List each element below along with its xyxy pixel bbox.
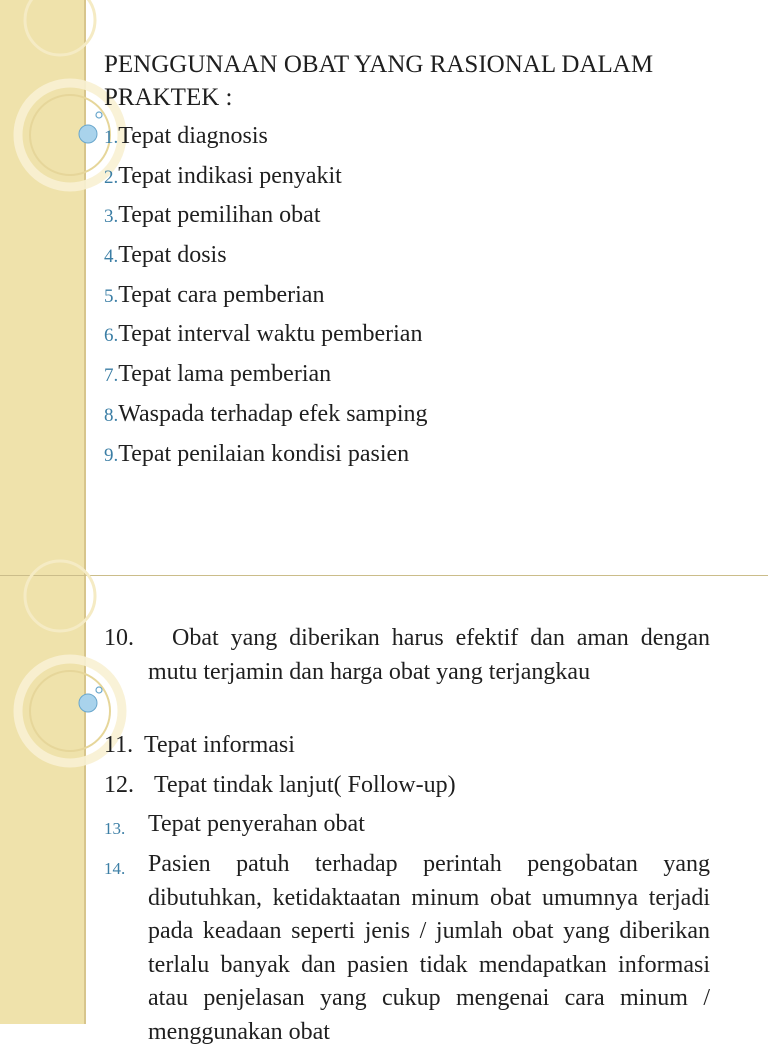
item-number: 9.	[104, 444, 119, 466]
list-item	[104, 279, 428, 319]
item-number: 13.	[104, 819, 126, 838]
item-number: 4.	[104, 246, 119, 268]
item-number: 10.	[104, 625, 134, 651]
item-text: Tepat cara pemberian	[118, 281, 325, 308]
item-text: Tepat dosis	[118, 242, 227, 269]
item-text: Tepat tindak lanjut( Follow-up)	[154, 772, 456, 798]
list-item	[104, 318, 428, 358]
bullet-dot-icon	[78, 682, 104, 722]
item-number: 11.	[104, 732, 134, 758]
decorative-side-band	[0, 0, 86, 576]
item-number: 14.	[104, 859, 126, 878]
item-text: Tepat lama pemberian	[118, 361, 332, 388]
item-text: Tepat penyerahan obat	[148, 811, 365, 837]
slide-title: PENGGUNAAN OBAT YANG RASIONAL DALAM PRAKTEK :	[104, 51, 654, 111]
list-item	[104, 239, 428, 279]
item-text: Pasien patuh terhadap perintah pengobatan yang dibutuhkan, ketidaktaatan minum obat umumnya terjadi pada keadaan seperti jenis / jumlah obat yang diberikan terlalu banyak dan pasien tidak mendapatkan informasi atau penjelasan yang cukup mengenai cara minum / menggunakan obat	[148, 851, 710, 1045]
item-number: 8.	[104, 404, 119, 426]
item-text: Tepat interval waktu pemberian	[118, 321, 423, 348]
list-item	[104, 398, 428, 438]
item-text: Waspada terhadap efek samping	[118, 400, 428, 427]
item-number: 6.	[104, 325, 119, 347]
item-text: Tepat pemilihan obat	[118, 202, 321, 229]
item-number: 12.	[104, 772, 134, 798]
list-item	[104, 199, 428, 239]
list-item	[104, 160, 428, 200]
item-text: Tepat informasi	[144, 732, 295, 758]
item-text: Tepat indikasi penyakit	[118, 162, 342, 189]
decorative-circles-graphic	[0, 0, 84, 576]
item-number: 5.	[104, 285, 119, 307]
list-item	[104, 120, 428, 160]
decorative-side-band	[0, 576, 86, 1024]
item-number: 3.	[104, 206, 119, 228]
item-number: 1.	[104, 127, 119, 148]
bullet-dot-icon	[78, 107, 104, 157]
item-text: Tepat penilaian kondisi pasien	[118, 440, 410, 467]
slide-2	[0, 576, 768, 1045]
decorative-circles-graphic	[0, 576, 84, 1024]
list-item	[104, 358, 428, 398]
item-number: 7.	[104, 365, 119, 387]
criteria-list	[104, 120, 428, 477]
item-number: 2.	[104, 166, 119, 188]
item-text: Tepat diagnosis	[118, 123, 268, 149]
item-text: Obat yang diberikan harus efektif dan aman dengan mutu terjamin dan harga obat yang terjangkau	[148, 625, 710, 685]
list-item	[104, 438, 428, 478]
